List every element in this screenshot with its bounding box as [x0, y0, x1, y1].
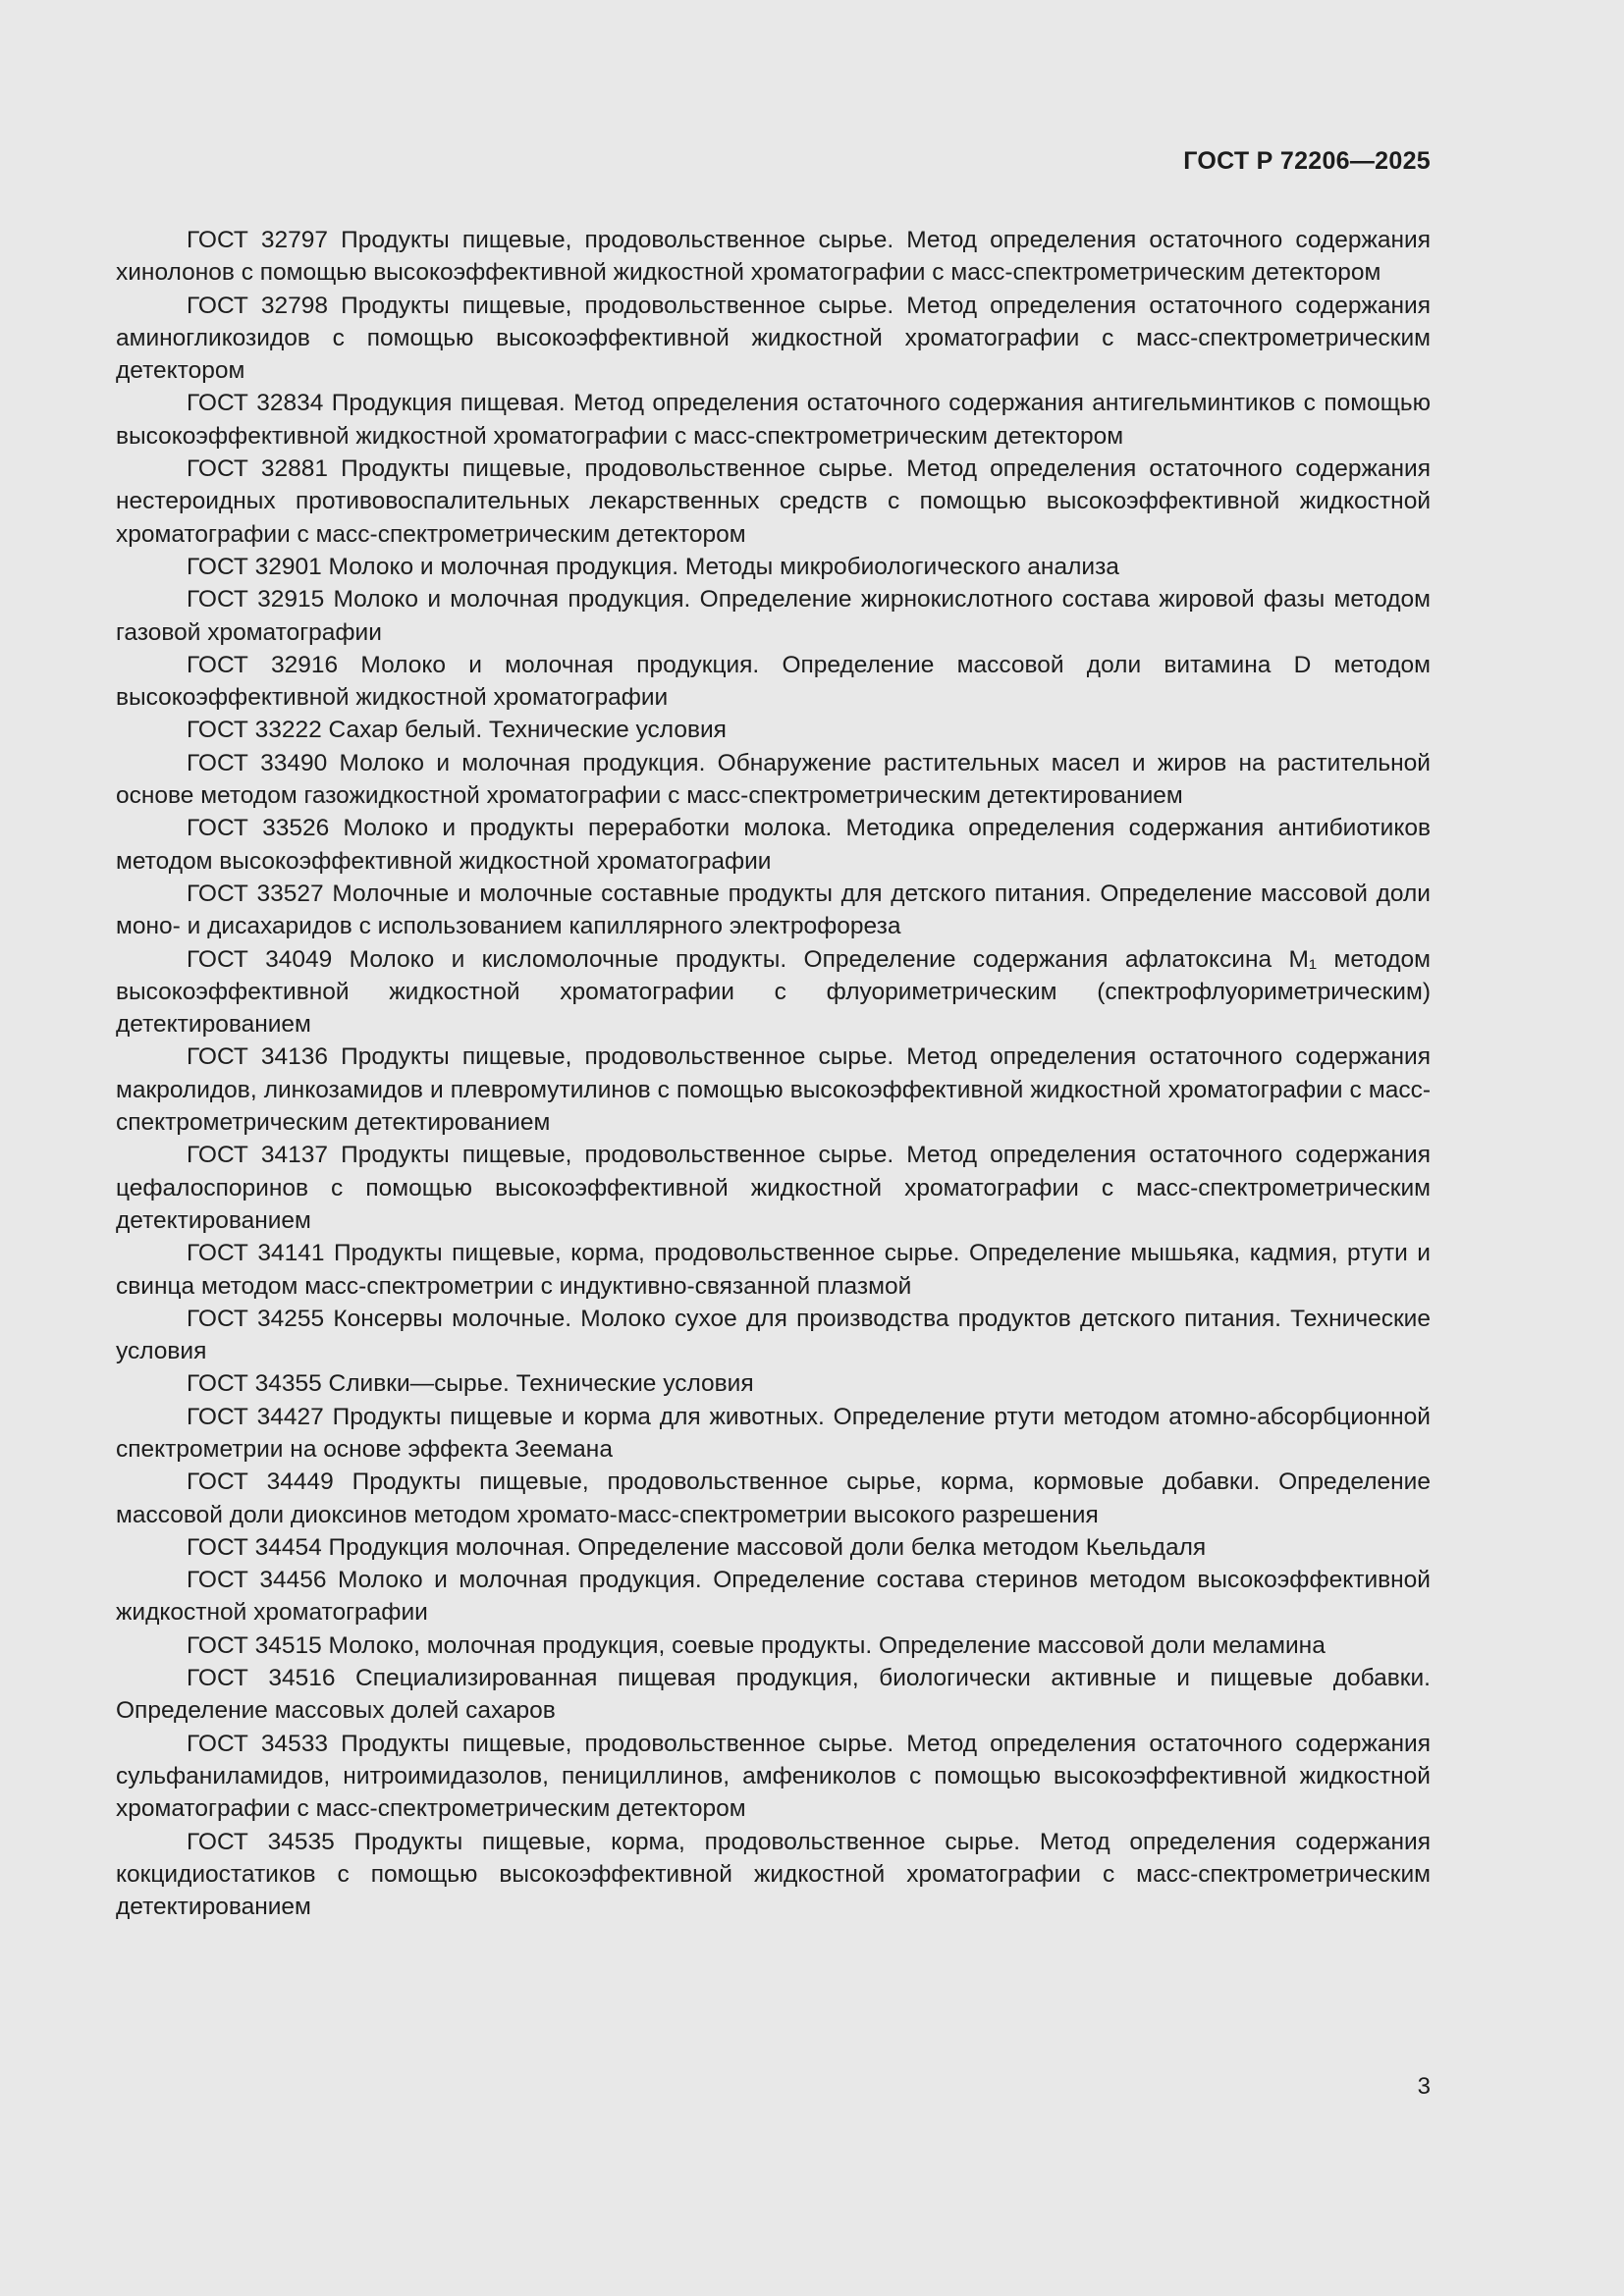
reference-item: ГОСТ 32915 Молоко и молочная продукция. Определение жирнокислотного состава жировой фазы методом газовой хроматографии: [116, 586, 1431, 646]
reference-item: ГОСТ 32881 Продукты пищевые, продовольственное сырье. Метод определения остаточного содержания нестероидных противовоспалительных лекарственных средств с помощью высокоэффективной жидкостной хроматографии с масс-спектрометрическим детектором: [116, 455, 1431, 548]
reference-item: ГОСТ 32834 Продукция пищевая. Метод определения остаточного содержания антигельминтиков с помощью высокоэффективной жидкостной хроматографии с масс-спектрометрическим детектором: [116, 390, 1431, 450]
reference-item: ГОСТ 34355 Сливки—сырье. Технические условия: [187, 1370, 754, 1398]
document-code-header: ГОСТ Р 72206—2025: [1183, 147, 1431, 175]
reference-item: ГОСТ 34516 Специализированная пищевая продукция, биологически активные и пищевые добавки. Определение массовых долей сахаров: [116, 1665, 1431, 1725]
reference-item: ГОСТ 33527 Молочные и молочные составные продукты для детского питания. Определение массовой доли моно- и дисахаридов с использованием капиллярного электрофореза: [116, 880, 1431, 940]
reference-item: ГОСТ 34137 Продукты пищевые, продовольственное сырье. Метод определения остаточного содержания цефалоспоринов с помощью высокоэффективной жидкостной хроматографии с масс-спектрометрическим детектированием: [116, 1142, 1431, 1234]
reference-item: ГОСТ 34427 Продукты пищевые и корма для животных. Определение ртути методом атомно-абсорбционной спектрометрии на основе эффекта Зеемана: [116, 1403, 1431, 1463]
page-number: 3: [1417, 2073, 1431, 2100]
reference-item: ГОСТ 34255 Консервы молочные. Молоко сухое для производства продуктов детского питания. Технические условия: [116, 1305, 1431, 1365]
reference-item: ГОСТ 33490 Молоко и молочная продукция. Обнаружение растительных масел и жиров на растительной основе методом газожидкостной хроматографии с масс-спектрометрическим детектированием: [116, 749, 1431, 810]
reference-item: ГОСТ 34136 Продукты пищевые, продовольственное сырье. Метод определения остаточного содержания макролидов, линкозамидов и плевромутилинов с помощью высокоэффективной жидкостной хроматографии с масс-спектрометрическим детектированием: [116, 1043, 1431, 1137]
reference-item: ГОСТ 34049 Молоко и кисломолочные продукты. Определение содержания афлатоксина M₁ методом высокоэффективной жидкостной хроматографии с флуориметрическим (спектрофлуориметрическим) детектированием: [116, 945, 1431, 1039]
normative-references-list: [116, 224, 1431, 1923]
reference-item: ГОСТ 32797 Продукты пищевые, продовольственное сырье. Метод определения остаточного содержания хинолонов с помощью высокоэффективной жидкостной хроматографии с масс-спектрометрическим детектором: [116, 227, 1431, 287]
reference-item: ГОСТ 34141 Продукты пищевые, корма, продовольственное сырье. Определение мышьяка, кадмия, ртути и свинца методом масс-спектрометрии с индуктивно-связанной плазмой: [116, 1240, 1431, 1300]
reference-item: ГОСТ 34533 Продукты пищевые, продовольственное сырье. Метод определения остаточного содержания сульфаниламидов, нитроимидазолов, пенициллинов, амфениколов с помощью высокоэффективной жидкостной хроматографии с масс-спектрометрическим детектором: [116, 1730, 1431, 1823]
reference-item: ГОСТ 32901 Молоко и молочная продукция. Методы микробиологического анализа: [187, 553, 1119, 580]
reference-item: ГОСТ 34456 Молоко и молочная продукция. Определение состава стеринов методом высокоэффективной жидкостной хроматографии: [116, 1567, 1431, 1627]
reference-item: ГОСТ 33222 Сахар белый. Технические условия: [187, 717, 727, 744]
reference-item: ГОСТ 32798 Продукты пищевые, продовольственное сырье. Метод определения остаточного содержания аминогликозидов с помощью высокоэффективной жидкостной хроматографии с масс-спектрометрическим детектором: [116, 292, 1431, 385]
reference-item: ГОСТ 34535 Продукты пищевые, корма, продовольственное сырье. Метод определения содержания кокцидиостатиков с помощью высокоэффективной жидкостной хроматографии с масс-спектрометрическим детектированием: [116, 1828, 1431, 1921]
reference-item: ГОСТ 32916 Молоко и молочная продукция. Определение массовой доли витамина D методом высокоэффективной жидкостной хроматографии: [116, 651, 1431, 712]
reference-item: ГОСТ 34515 Молоко, молочная продукция, соевые продукты. Определение массовой доли меламина: [187, 1631, 1326, 1659]
reference-item: ГОСТ 33526 Молоко и продукты переработки молока. Методика определения содержания антибиотиков методом высокоэффективной жидкостной хроматографии: [116, 815, 1431, 875]
reference-item: ГОСТ 34454 Продукция молочная. Определение массовой доли белка методом Кьельдаля: [187, 1533, 1207, 1561]
reference-item: ГОСТ 34449 Продукты пищевые, продовольственное сырье, корма, кормовые добавки. Определение массовой доли диоксинов методом хромато-масс-спектрометрии высокого разрешения: [116, 1468, 1431, 1528]
